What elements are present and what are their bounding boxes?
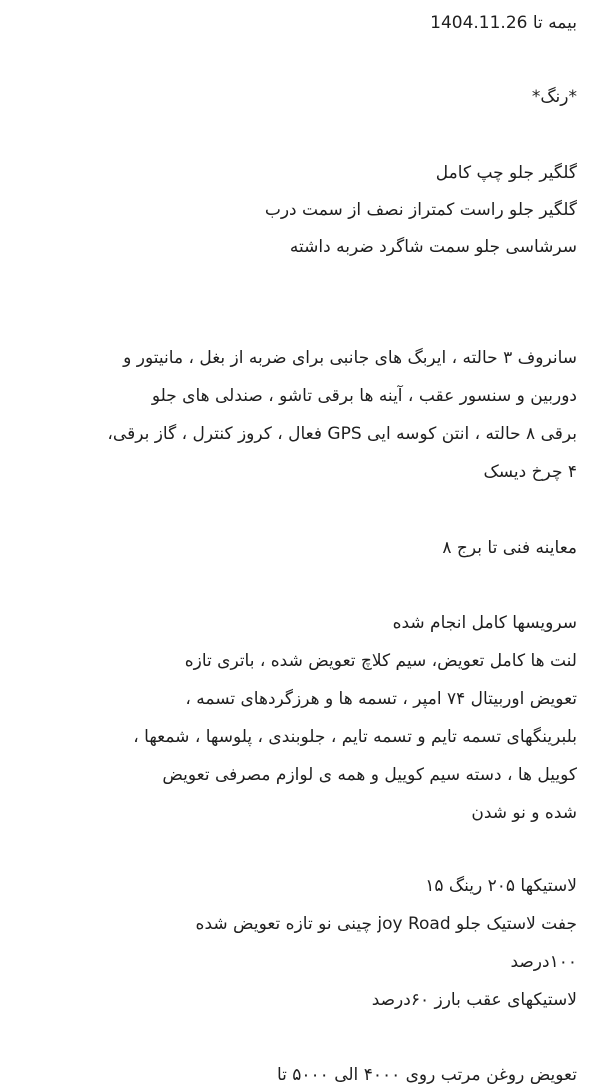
- paint-heading: *رنگ*: [531, 87, 577, 107]
- tires-line: لاستیکهای عقب بارز ۶۰درصد: [371, 990, 577, 1010]
- inspection-line: معاینه فنی تا برج ۸: [442, 538, 577, 558]
- options-line: برقی ۸ حالته ، انتن کوسه ایی GPS فعال ، کروز کنترل ، گاز برقی،: [107, 424, 577, 444]
- paint-detail-line: گلگیر جلو چپ کامل: [435, 163, 577, 183]
- service-line: تعویض اوربیتال ۷۴ امپر ، تسمه ها و هرزگردهای تسمه ،: [185, 689, 577, 709]
- options-line: دوربین و سنسور عقب ، آینه ها برقی تاشو ، صندلی های جلو: [151, 386, 577, 406]
- service-line: کوییل ها ، دسته سیم کوییل و همه ی لوازم مصرفی تعویض: [162, 765, 577, 785]
- service-line: بلبرینگهای تسمه تایم و تسمه تایم ، جلوبندی ، پلوسها ، شمعها ،: [133, 727, 577, 747]
- paint-detail-line: گلگیر جلو راست کمتراز نصف از سمت درب: [264, 200, 577, 220]
- insurance-line: بیمه تا 1404.11.26: [430, 13, 577, 33]
- paint-detail-line: سرشاسی جلو سمت شاگرد ضربه داشته: [289, 237, 577, 257]
- options-line: ۴ چرخ دیسک: [483, 462, 577, 482]
- service-line: سرویسها کامل انجام شده: [392, 613, 577, 633]
- options-line: سانروف ۳ حالته ، ایربگ های جانبی برای ضربه از بغل ، مانیتور و: [123, 348, 577, 368]
- oil-change-line: تعویض روغن مرتب روی ۴۰۰۰ الی ۵۰۰۰ تا: [276, 1065, 577, 1085]
- service-line: لنت ها کامل تعویض، سیم کلاچ تعویض شده ، باتری تازه: [184, 651, 577, 671]
- tires-line: ۱۰۰درصد: [510, 952, 577, 972]
- tires-line: لاستیکها ۲۰۵ رینگ ۱۵: [425, 876, 577, 896]
- service-line: شده و نو شدن: [471, 803, 577, 823]
- tires-line: جفت لاستیک جلو joy Road چینی نو تازه تعویض شده: [195, 914, 577, 934]
